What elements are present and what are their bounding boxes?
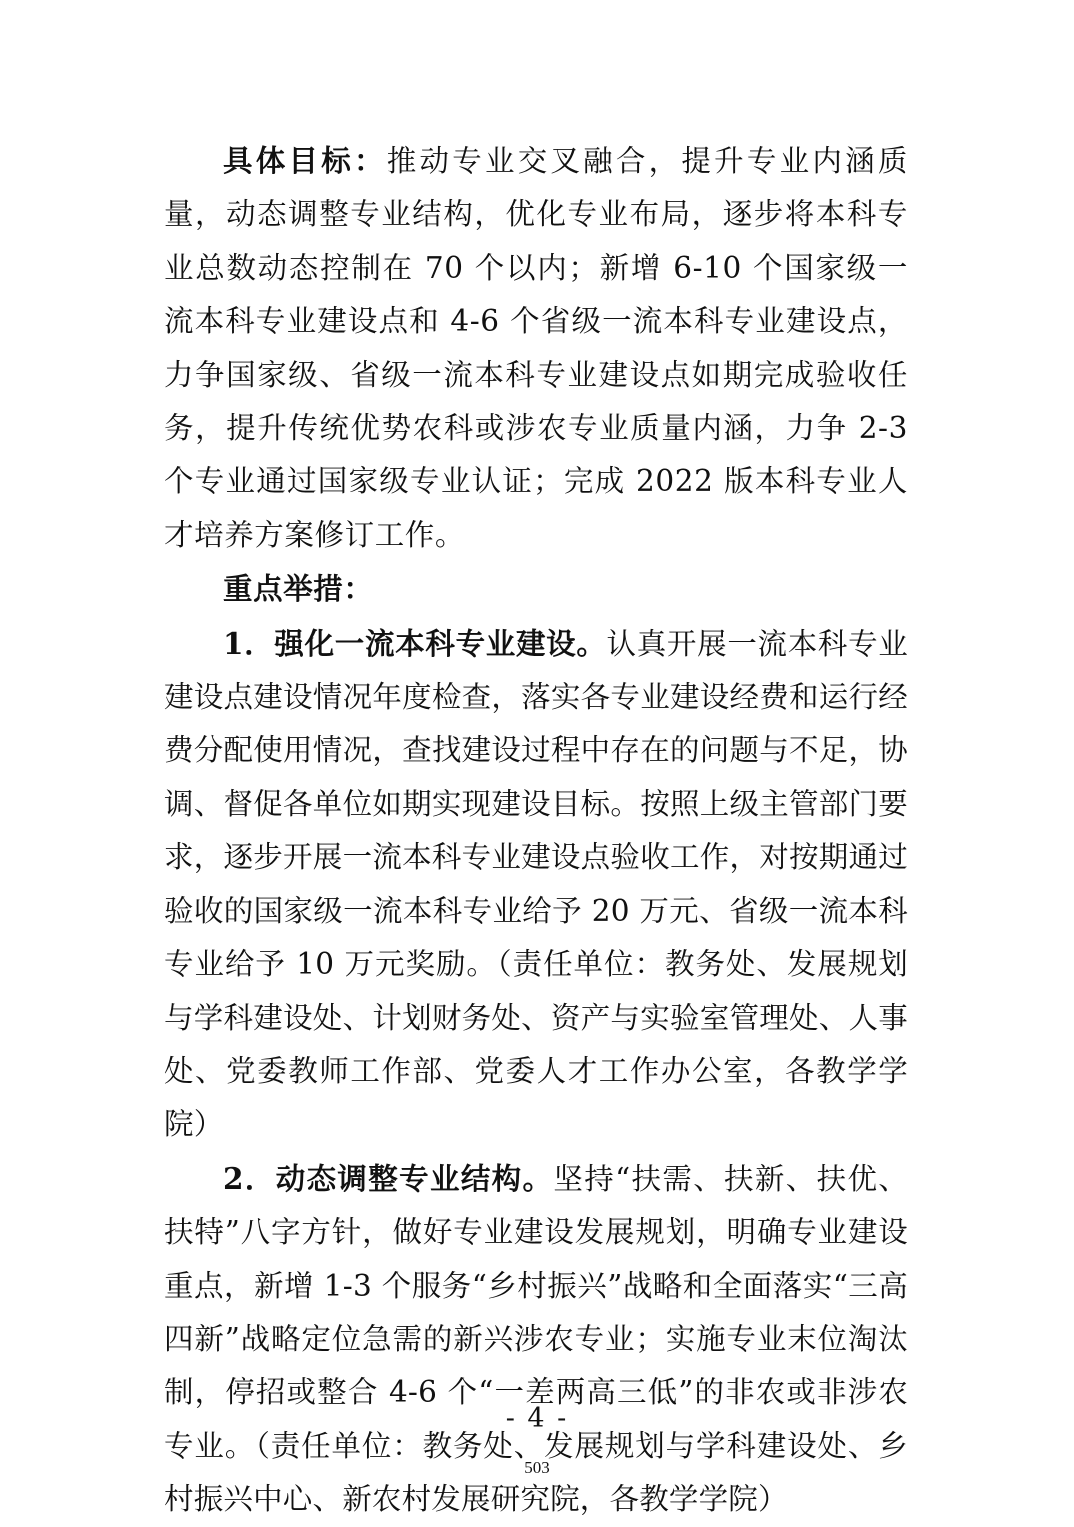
paragraph-lead-key-measures: 重点举措： bbox=[223, 571, 374, 607]
paragraph-text-measure-2: 坚持“扶需、扶新、扶优、扶特”八字方针，做好专业建设发展规划，明确专业建设重点，新增 1-3 个服务“乡村振兴”战略和全面落实“三高四新”战略定位急需的新兴涉农专业；实施专业末位淘汰制，停招或整合 4-6 个“一差两高三低”的非农或非涉农专业。（责任单位：教务处、发展规划与学科建设处、乡村振兴中心、新农村发展研究院，各教学学院） bbox=[164, 1161, 908, 1517]
folio-number: 503 bbox=[524, 1458, 550, 1477]
paragraph-key-measures bbox=[164, 562, 908, 616]
paragraph-specific-goals bbox=[164, 134, 908, 562]
paragraph-measure-1 bbox=[164, 617, 908, 1152]
paragraph-text-measure-1: 认真开展一流本科专业建设点建设情况年度检查，落实各专业建设经费和运行经费分配使用情况，查找建设过程中存在的问题与不足，协调、督促各单位如期实现建设目标。按照上级主管部门要求，逐步开展一流本科专业建设点验收工作，对按期通过验收的国家级一流本科专业给予 20 万元、省级一流本科专业给予 10 万元奖励。（责任单位：教务处、发展规划与学科建设处、计划财务处、资产与实验室管理处、人事处、党委教师工作部、党委人才工作办公室，各教学学院） bbox=[164, 626, 908, 1142]
paragraph-lead-measure-1: 1．强化一流本科专业建设。 bbox=[223, 625, 607, 661]
paragraph-lead-specific-goals: 具体目标： bbox=[223, 143, 387, 178]
page-number: - 4 - bbox=[505, 1403, 569, 1434]
document-body bbox=[164, 134, 908, 1527]
paragraph-lead-measure-2: 2．动态调整专业结构。 bbox=[223, 1160, 554, 1196]
paragraph-text-specific-goals: 推动专业交叉融合，提升专业内涵质量，动态调整专业结构，优化专业布局，逐步将本科专业总数动态控制在 70 个以内；新增 6-10 个国家级一流本科专业建设点和 4-6 个省级一流本科专业建设点，力争国家级、省级一流本科专业建设点如期完成验收任务，提升传统优势农科或涉农专业质量内涵，力争 2-3 个专业通过国家级专业认证；完成 2022 版本科专业人才培养方案修订工作。 bbox=[164, 144, 908, 552]
